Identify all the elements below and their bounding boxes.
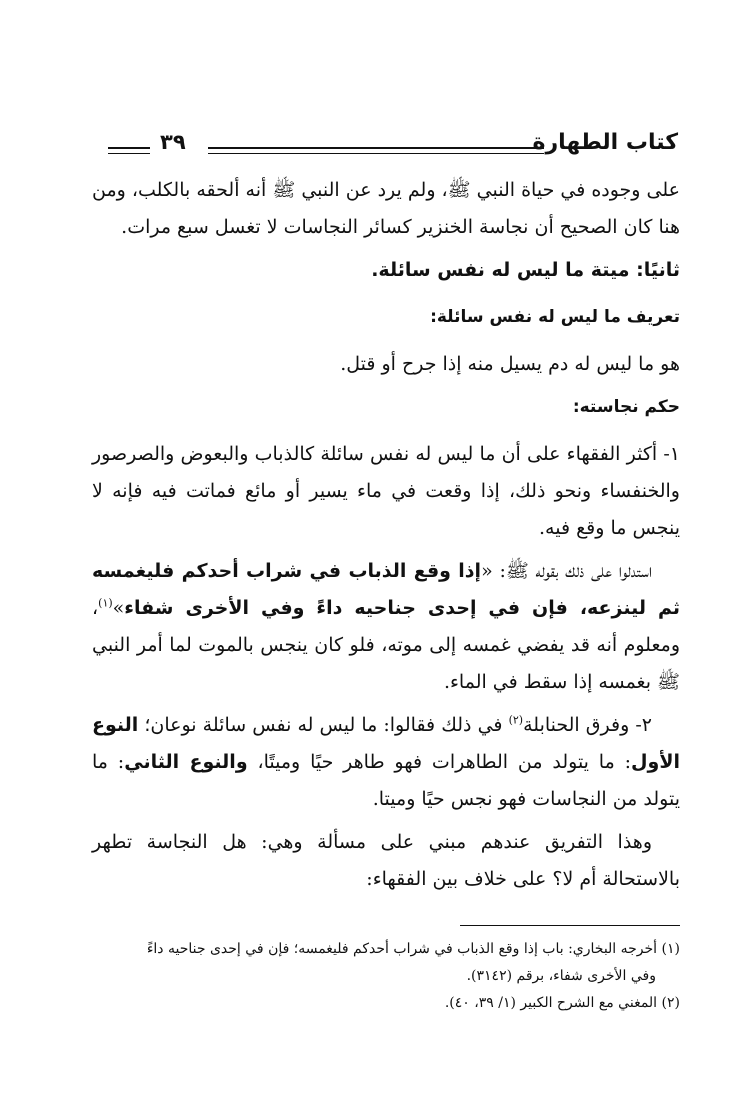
subheading-definition: تعريف ما ليس له نفس سائلة: — [430, 307, 680, 327]
paragraph-continuation: على وجوده في حياة النبي ﷺ، ولم يرد عن النبي ﷺ أنه ألحقه بالكلب، ومن هنا كان الصحيح أن نجاسة الخنزير كسائر النجاسات لا تغسل سبع مرات. — [92, 179, 680, 238]
type-two-label: والنوع الثاني — [124, 751, 248, 773]
hanabila-text: في ذلك فقالوا: ما ليس له نفس سائلة نوعان؛ — [138, 714, 509, 736]
paragraph-istihala: وهذا التفريق عندهم مبني على مسألة وهي: هل النجاسة تطهر بالاستحالة أم لا؟ على خلاف بين الفقهاء: — [92, 831, 680, 890]
paragraph-ruling-1: ١- أكثر الفقهاء على أن ما ليس له نفس سائلة كالذباب والبعوض والصرصور والخنفساء ونحو ذلك، إذا وقعت في ماء يسير أو مائع فماتت فيه فإنه لا ينجس ما وقع فيه. — [92, 443, 680, 539]
footnote-separator — [460, 925, 680, 926]
section-heading: ثانيًا: ميتة ما ليس له نفس سائلة. — [371, 259, 680, 281]
footnote-marker-2[interactable]: (٢) — [508, 713, 524, 727]
hanabila-intro: ٢- وفرق الحنابلة — [523, 714, 652, 736]
type-one-text: : ما يتولد من الطاهرات فهو طاهر حيًا وميتًا، — [247, 751, 632, 773]
evidence-explanation: ، ومعلوم أنه قد يفضي غمسه إلى موته، فلو كان ينجس بالموت لما أمر النبي ﷺ بغمسه إذا سقط في الماء. — [92, 597, 680, 693]
header-rule-short — [108, 147, 150, 154]
footnote-marker-1[interactable]: (١) — [98, 596, 113, 610]
running-header — [108, 128, 678, 164]
book-title: كتاب الطهارة — [532, 130, 678, 155]
header-rule — [208, 147, 544, 154]
main-text — [92, 172, 680, 904]
type-one-label: النوع الأول — [92, 714, 680, 773]
paragraph-hanabila — [92, 707, 680, 818]
footnotes — [92, 936, 680, 1017]
footnote-1: (١) أخرجه البخاري: باب إذا وقع الذباب في شراب أحدكم فليغمسه؛ فإن في إحدى جناحيه داءً — [146, 941, 680, 957]
paragraph-definition: هو ما ليس له دم يسيل منه إذا جرح أو قتل. — [340, 353, 680, 375]
hadith-close-quote: » — [112, 597, 125, 619]
type-two-text: : ما يتولد من النجاسات فهو نجس حيًا وميتا. — [92, 751, 680, 810]
page-number: ٣٩ — [160, 130, 186, 154]
footnote-2: (٢) المغني مع الشرح الكبير (١/ ٣٩، ٤٠). — [444, 995, 680, 1011]
evidence-intro: استدلوا على ذلك بقوله ﷺ: « — [481, 560, 652, 582]
paragraph-evidence — [92, 553, 680, 701]
subheading-ruling: حكم نجاسته: — [572, 397, 680, 417]
footnote-1-continued: وفي الأخرى شفاء، برقم (٣١٤٢). — [466, 968, 656, 984]
hadith-text: إذا وقع الذباب في شراب أحدكم فليغمسه ثم لينزعه، فإن في إحدى جناحيه داءً وفي الأخرى شفاء — [92, 560, 680, 619]
